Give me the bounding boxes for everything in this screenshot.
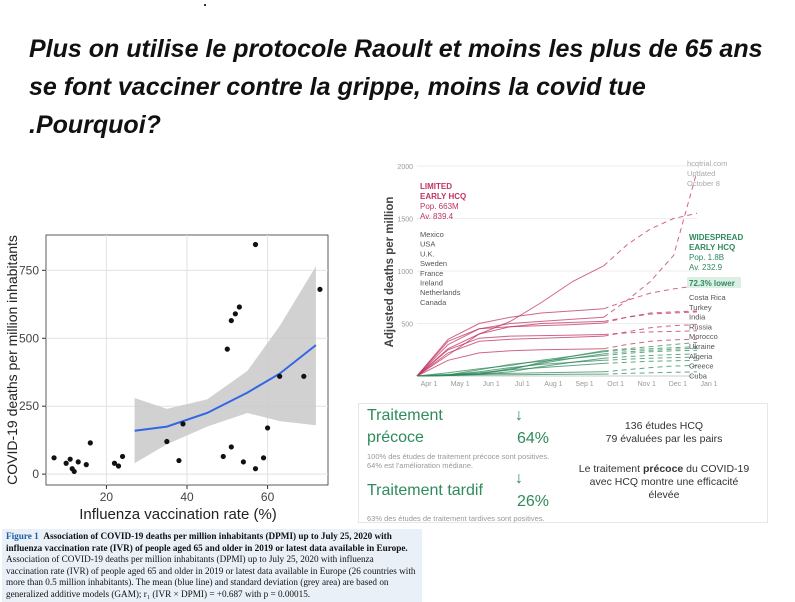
widespread-country: Cuba <box>689 371 707 381</box>
widespread-label-line: Av. 232.9 <box>689 263 723 272</box>
stray-dot <box>204 4 206 6</box>
scatter-point <box>180 421 185 426</box>
headline: Plus on utilise le protocole Raoult et moins les plus de 65 ans se font vacciner contre la grippe, moins la covid tue .Pourquoi? <box>29 35 763 139</box>
hcq-y-tick-label: 1500 <box>397 216 413 224</box>
hcq-x-tick-label: Jun 1 <box>482 381 500 388</box>
hcq-x-tick-label: Oct 1 <box>607 381 625 388</box>
hcq-y-tick-label: 2000 <box>397 164 413 171</box>
hcq-series-projection <box>604 339 697 348</box>
limited-label-line: LIMITED <box>420 182 452 191</box>
scatter-point <box>265 425 270 430</box>
hcq-source-line: Updated <box>687 169 716 178</box>
hcq-source-note <box>687 159 727 188</box>
scatter-chart <box>0 225 340 529</box>
widespread-country: Ukraine <box>689 342 715 351</box>
limited-hcq-label <box>420 182 466 221</box>
hcq-x-tick-label: May 1 <box>450 381 470 388</box>
scatter-point <box>88 440 93 445</box>
hcq-series-projection <box>604 357 697 360</box>
scatter-x-tick-label: 20 <box>99 490 114 504</box>
studies-count <box>564 420 764 446</box>
studies-line-2: 79 évaluées par les pairs <box>605 433 723 445</box>
hcq-chart <box>363 157 763 397</box>
scatter-point <box>116 463 121 468</box>
hcq-y-tick-label: 1000 <box>397 269 413 276</box>
hcq-series-projection <box>604 311 697 323</box>
scatter-point <box>64 461 69 466</box>
scatter-point <box>237 304 242 309</box>
limited-country: Canada <box>420 297 447 307</box>
limited-country: Sweden <box>420 259 448 269</box>
summary-part-c: du COVID-19 <box>683 463 750 475</box>
caption-bold-text: Association of COVID-19 deaths per million inhabitants (DPMI) up to July 25, 2020 with influenza vaccination rate (IVR) of people aged 65 and older in 2019 or latest data available in Europe. <box>6 531 408 553</box>
hcq-x-tick-label: Dec 1 <box>668 381 688 388</box>
scatter-point <box>120 454 125 459</box>
scatter-point <box>51 455 56 460</box>
limited-country: Ireland <box>420 278 443 288</box>
early-note-1: 100% des études de traitement précoce sont positives. <box>367 452 550 461</box>
scatter-y-ticks <box>19 263 46 481</box>
hcq-series-projection <box>604 372 697 374</box>
hcq-x-tick-label: Aug 1 <box>544 381 563 388</box>
early-title: Traitement <box>367 407 443 424</box>
studies-line-1: 136 études HCQ <box>624 420 704 432</box>
limited-label-line: EARLY HCQ <box>420 192 467 201</box>
widespread-country: Russia <box>689 322 712 332</box>
hcq-series-projection <box>604 360 697 363</box>
hcq-series-projection <box>604 286 697 309</box>
scatter-point <box>317 287 322 292</box>
hcq-source-line: October 8 <box>687 179 720 188</box>
hcq-y-tick-label: 500 <box>401 321 413 329</box>
caption-figure-label: Figure 1 <box>6 531 39 541</box>
widespread-country: Algeria <box>689 351 713 361</box>
widespread-lower-text: 72.3% lower <box>689 279 735 288</box>
caption-body-text: Association of COVID-19 deaths per million inhabitants (DPMI) up to July 25, 2020 with influenza vaccination rate (IVR) of people aged 65 and older in 2019 or latest data available in Europe (26 countries with more than 0.5 million inhabitants). The mean (blue line) and standard deviation (grey area) are based on generalized additive models (GAM); r₁ (IVR × DPMI) = +0.687 with p = 0.00015. <box>6 554 416 599</box>
scatter-point <box>164 439 169 444</box>
hcq-x-tick-label: Nov 1 <box>637 381 656 388</box>
widespread-hcq-label <box>687 233 743 288</box>
hcq-series-projection <box>604 366 697 372</box>
hcq-x-tick-label: Jul 1 <box>514 381 530 388</box>
hcq-series-projection <box>604 342 697 350</box>
early-down-arrow-icon: ↓ <box>515 407 523 424</box>
figure-caption <box>2 529 422 602</box>
summary-line-2: avec HCQ montre une efficacité <box>589 476 739 488</box>
summary-line-3: élevée <box>648 489 680 501</box>
scatter-x-label: Influenza vaccination rate (%) <box>79 506 277 523</box>
scatter-point <box>76 459 81 464</box>
limited-country: Mexico <box>420 230 444 239</box>
scatter-x-tick-label: 60 <box>260 490 275 504</box>
scatter-point <box>221 454 226 459</box>
hcq-series-lines <box>417 171 697 376</box>
hcq-x-ticks <box>421 381 718 388</box>
hcq-x-tick-label: Apr 1 <box>420 381 438 388</box>
hcq-series-projection <box>604 350 697 355</box>
scatter-y-tick-label: 250 <box>18 399 39 414</box>
early-note-2: 64% est l'amélioration médiane. <box>367 461 474 470</box>
scatter-point <box>229 318 234 323</box>
summary-part-b: précoce <box>642 463 684 475</box>
scatter-y-tick-label: 0 <box>32 467 39 482</box>
hcq-series-projection <box>604 331 697 335</box>
widespread-countries-list <box>689 293 727 380</box>
scatter-point <box>225 347 230 352</box>
hcq-y-label: Adjusted deaths per million <box>384 196 396 348</box>
limited-country: France <box>420 268 444 278</box>
scatter-point <box>233 311 238 316</box>
widespread-label-line: EARLY HCQ <box>689 243 736 252</box>
hcq-source-line: hcqtrial.com <box>687 159 728 168</box>
late-percent: 26% <box>517 493 550 510</box>
scatter-point <box>261 455 266 460</box>
scatter-point <box>72 469 77 474</box>
late-note: 63% des études de traitement tardives sont positives. <box>367 514 545 523</box>
scatter-point <box>241 459 246 464</box>
hcq-series-projection <box>604 354 697 358</box>
widespread-country: Greece <box>689 361 714 371</box>
hcq-series-projection <box>604 325 697 337</box>
scatter-x-ticks <box>100 485 275 504</box>
hcq-y-ticks <box>397 164 413 329</box>
hcq-x-tick-label: Jan 1 <box>700 381 718 388</box>
scatter-y-tick-label: 500 <box>18 331 39 346</box>
scatter-point <box>68 457 73 462</box>
summary-statement <box>564 463 764 502</box>
summary-part-a: Le traitement <box>578 463 643 475</box>
limited-country: USA <box>420 239 436 249</box>
hcq-series-projection <box>604 347 697 352</box>
scatter-y-tick-label: 750 <box>18 263 39 278</box>
limited-label-line: Pop. 663M <box>420 202 459 211</box>
widespread-label-line: Pop. 1.8B <box>689 253 725 262</box>
limited-label-line: Av. 839.4 <box>420 212 454 221</box>
scatter-point <box>277 374 282 379</box>
scatter-point <box>253 242 258 247</box>
scatter-x-tick-label: 40 <box>180 490 194 504</box>
widespread-label-line: WIDESPREAD <box>689 233 744 242</box>
scatter-point <box>229 444 234 449</box>
scatter-point <box>84 462 89 467</box>
widespread-country: Turkey <box>689 302 712 312</box>
widespread-country: Morocco <box>689 332 718 342</box>
limited-countries-list <box>420 230 461 307</box>
widespread-country: India <box>689 312 706 322</box>
late-title: Traitement tardif <box>367 482 483 499</box>
hcq-series-projection <box>604 171 697 317</box>
summary-panel <box>358 403 768 523</box>
scatter-point <box>176 458 181 463</box>
widespread-country: Costa Rica <box>689 293 726 302</box>
hcq-x-tick-label: Sep 1 <box>575 381 594 388</box>
limited-country: Netherlands <box>420 288 461 298</box>
hcq-series-line <box>417 266 604 376</box>
late-down-arrow-icon: ↓ <box>515 470 523 487</box>
scatter-point <box>253 466 258 471</box>
early-percent: 64% <box>517 430 550 447</box>
limited-country: U.K. <box>420 249 435 259</box>
scatter-y-label: COVID-19 deaths per million inhabitants <box>4 235 20 485</box>
early-title-2: précoce <box>367 429 424 446</box>
scatter-point <box>301 374 306 379</box>
